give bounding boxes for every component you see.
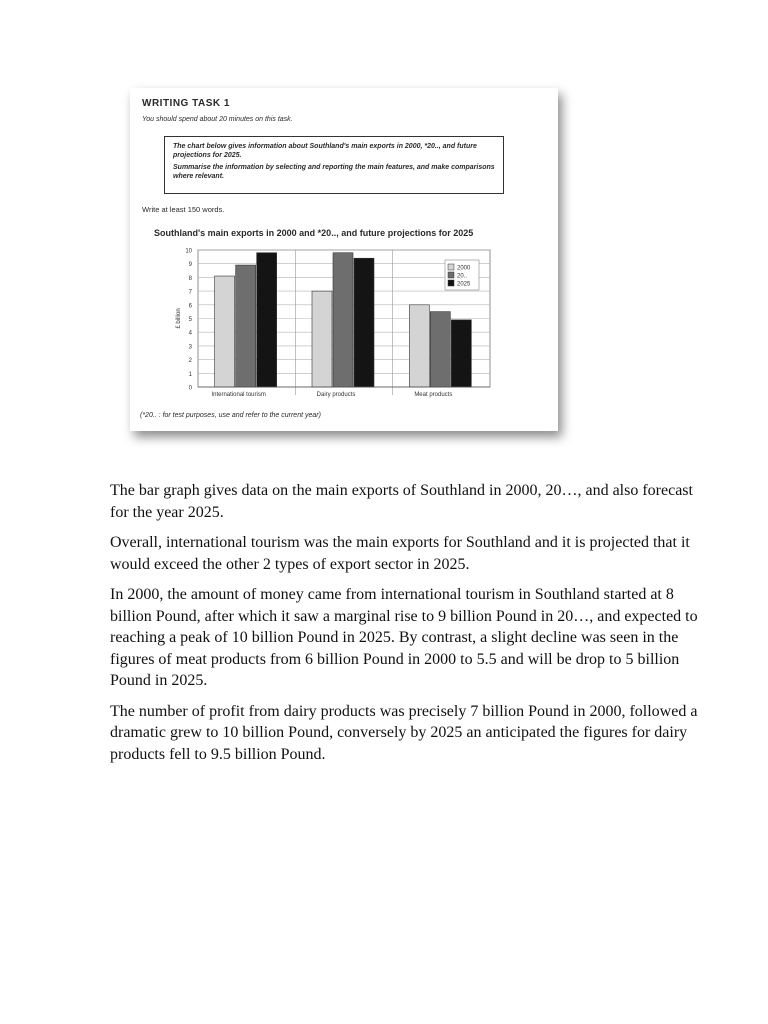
essay-paragraph-1: The bar graph gives data on the main exports of Southland in 2000, 20…, and also forecast for the year 2025. — [110, 482, 693, 521]
bar — [215, 276, 235, 387]
bar — [430, 312, 450, 387]
task-title: WRITING TASK 1 — [142, 98, 230, 109]
essay-paragraph-4: The number of profit from dairy products was precisely 7 billion Pound in 2000, followed a dramatic grew to 10 billion Pound, conversely by 2025 an anticipated the figures for dairy products fell to 9.5 billion Pound. — [110, 702, 698, 763]
y-tick-label: 10 — [185, 248, 192, 255]
y-tick-label: 7 — [188, 289, 192, 296]
bar — [333, 253, 353, 387]
y-tick-label: 3 — [188, 344, 192, 351]
y-tick-label: 2 — [188, 358, 192, 365]
y-tick-label: 8 — [188, 275, 192, 282]
y-tick-label: 9 — [188, 262, 192, 269]
bar — [312, 291, 332, 387]
bar-chart — [130, 240, 558, 410]
task-prompt-line1: The chart below gives information about Southland's main exports in 2000, *20.., and future projections for 2025. — [173, 143, 477, 159]
bar — [257, 253, 277, 387]
essay-paragraph-2: Overall, international tourism was the main exports for Southland and it is projected that it would exceed the other 2 types of export sector in 2025. — [110, 534, 690, 573]
legend-swatch — [448, 280, 454, 286]
task-prompt-line2: Summarise the information by selecting and reporting the main features, and make comparisons where relevant. — [173, 164, 495, 180]
x-tick-label: Meat products — [414, 392, 453, 398]
essay-paragraph-3: In 2000, the amount of money came from international tourism in Southland started at 8 billion Pound, after which it saw a marginal rise to 9 billion Pound in 20…, and expected to reaching a peak of 10 billion Pound in 2025. By contrast, a slight decline was seen in the figures of meat products from 6 billion Pound in 2000 to 5.5 and will be drop to 5 billion Pound in 2025. — [110, 586, 698, 689]
legend-label: 2025 — [457, 281, 471, 288]
y-tick-label: 5 — [188, 317, 192, 323]
bar — [409, 305, 429, 387]
essay — [110, 480, 700, 774]
y-tick-label: 6 — [188, 303, 192, 310]
legend-label: 20.. — [457, 273, 468, 280]
x-tick-label: International tourism — [211, 392, 266, 398]
bar — [354, 258, 374, 387]
y-tick-label: 4 — [188, 330, 192, 337]
legend-label: 2000 — [457, 265, 471, 272]
task-footnote: (*20.. : for test purposes, use and refer to the current year) — [140, 412, 321, 419]
y-tick-label: 1 — [188, 371, 192, 378]
task-min-words: Write at least 150 words. — [142, 205, 225, 214]
x-tick-label: Dairy products — [316, 392, 356, 398]
legend-swatch — [448, 272, 454, 278]
bar — [236, 265, 256, 387]
bar — [451, 320, 471, 387]
chart-title: Southland's main exports in 2000 and *20.., and future projections for 2025 — [154, 228, 474, 238]
legend-swatch — [448, 264, 454, 270]
task-subtitle: You should spend about 20 minutes on this task. — [142, 116, 293, 123]
y-tick-label: 0 — [188, 385, 192, 392]
y-axis-label: £ billion — [176, 308, 182, 329]
task-image — [130, 88, 558, 431]
task-prompt-box — [164, 136, 504, 194]
